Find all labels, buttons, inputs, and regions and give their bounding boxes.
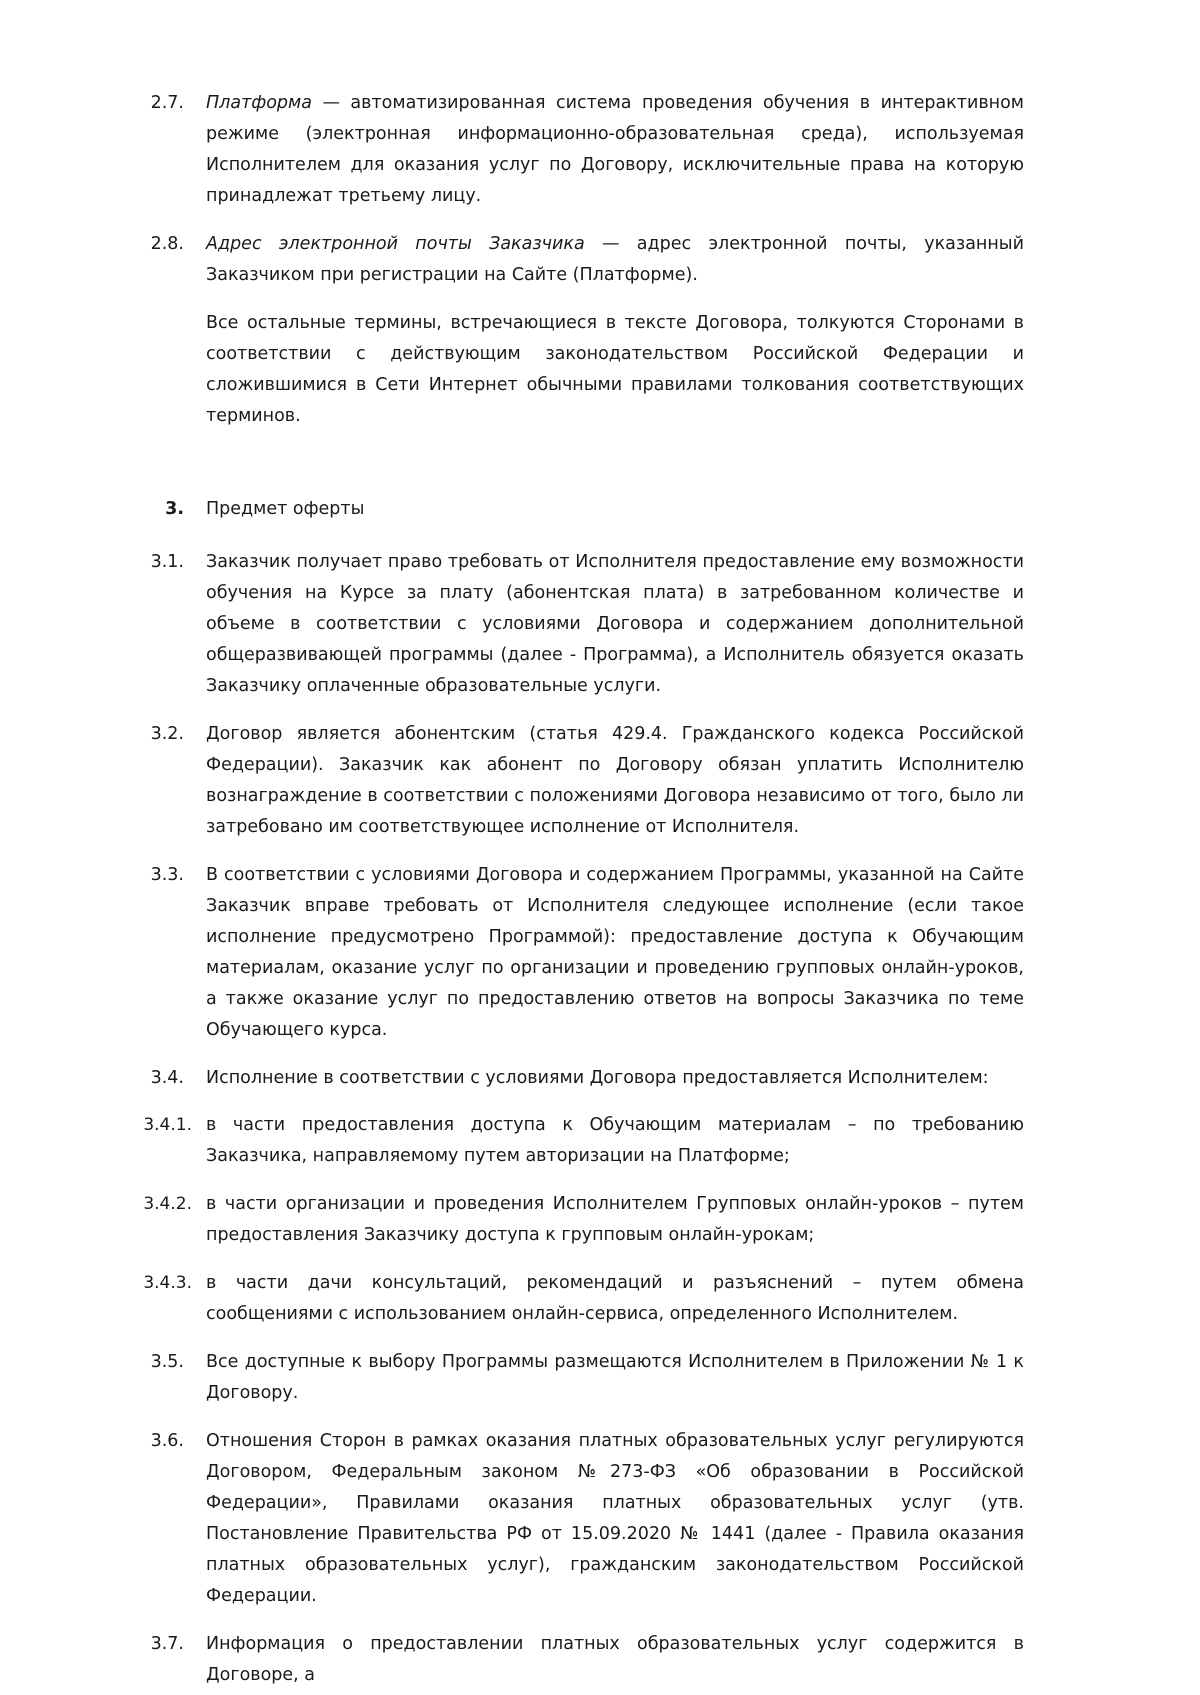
clause-3-4-2 [136,1189,1024,1251]
clause-text: Информация о предоставлении платных образовательных услуг содержится в Договоре, а [206,1634,1024,1685]
clause-number: 2.8. [150,234,184,254]
clause-number: 3.7. [150,1634,184,1654]
clause-number: 3.4.2. [143,1194,192,1214]
clause-text: Отношения Сторон в рамках оказания платных образовательных услуг регулируются Договором, Федеральным законом №273-ФЗ «Об образовании в Российской Федерации», Правилами оказания платных образовательных услуг (утв. Постановление Правительства РФ от 15.09.2020 № 1441 (далее - Правила оказания платных образовательных услуг), гражданским законодательством Российской Федерации. [206,1431,1024,1606]
defined-term: Адрес электронной почты Заказчика [206,234,585,254]
clause-3-5 [136,1347,1024,1409]
clause-3-4 [136,1063,1024,1094]
clause-number: 3.3. [150,865,184,885]
section-heading-3 [136,494,1024,525]
clause-number: 3.4.3. [143,1273,192,1293]
clause-number: 3.1. [150,552,184,572]
clause-text: Исполнение в соответствии с условиями Договора предоставляется Исполнителем: [206,1068,989,1088]
section-number: 3. [165,499,184,519]
clause-number: 3.2. [150,724,184,744]
clause-3-4-1 [136,1110,1024,1172]
clause-number: 3.6. [150,1431,184,1451]
clause-number: 3.4. [150,1068,184,1088]
section-title: Предмет оферты [206,499,365,519]
clause-text: в части предоставления доступа к Обучающим материалам – по требованию Заказчика, направляемому путем авторизации на Платформе; [206,1115,1024,1166]
clause-text: Все доступные к выбору Программы размещаются Исполнителем в Приложении № 1 к Договору. [206,1352,1024,1403]
clause-body-text: — адрес электронной почты, указанный Заказчиком при регистрации на Сайте (Платформе). [206,234,1024,285]
paragraph-other-terms: Все остальные термины, встречающиеся в тексте Договора, толкуются Сторонами в соответствии с действующим законодательством Российской Федерации и сложившимися в Сети Интернет обычными правилами толкования соответствующих терминов. [206,313,1024,426]
clause-number: 2.7. [150,93,184,113]
clause-text: Договор является абонентским (статья 429.4. Гражданского кодекса Российской Федерации). Заказчик как абонент по Договору обязан уплатить Исполнителю вознаграждение в соответствии с положениями Договора независимо от того, было ли затребовано им соответствующее исполнение от Исполнителя. [206,724,1024,837]
clause-text: в части дачи консультаций, рекомендаций и разъяснений – путем обмена сообщениями с использованием онлайн-сервиса, определенного Исполнителем. [206,1273,1024,1324]
clause-3-4-3 [136,1268,1024,1330]
clause-3-7 [136,1629,1024,1691]
clause-text [206,88,1024,212]
clause-number: 3.5. [150,1352,184,1372]
clause-3-6 [136,1426,1024,1612]
clause-number: 3.4.1. [143,1115,192,1135]
clause-3-1 [136,547,1024,702]
clause-text [206,229,1024,291]
clause-body-text: — автоматизированная система проведения обучения в интерактивном режиме (электронная информационно-образовательная среда), используемая Исполнителем для оказания услуг по Договору, исключительные права на которую принадлежат третьему лицу. [206,93,1024,206]
clause-text: В соответствии с условиями Договора и содержанием Программы, указанной на Сайте Заказчик вправе требовать от Исполнителя следующее исполнение (если такое исполнение предусмотрено Программой): предоставление доступа к Обучающим материалам, оказание услуг по организации и проведению групповых онлайн-уроков, а также оказание услуг по предоставлению ответов на вопросы Заказчика по теме Обучающего курса. [206,865,1024,1040]
clause-2-8 [136,229,1024,291]
clause-text: в части организации и проведения Исполнителем Групповых онлайн-уроков – путем предоставления Заказчику доступа к групповым онлайн-урокам; [206,1194,1024,1245]
clause-3-3 [136,860,1024,1046]
clause-text: Заказчик получает право требовать от Исполнителя предоставление ему возможности обучения на Курсе за плату (абонентская плата) в затребованном количестве и объеме в соответствии с условиями Договора и содержанием дополнительной общеразвивающей программы (далее - Программа), а Исполнитель обязуется оказать Заказчику оплаченные образовательные услуги. [206,552,1024,696]
clause-2-7 [136,88,1024,212]
clause-3-2 [136,719,1024,843]
defined-term: Платформа [206,93,312,113]
